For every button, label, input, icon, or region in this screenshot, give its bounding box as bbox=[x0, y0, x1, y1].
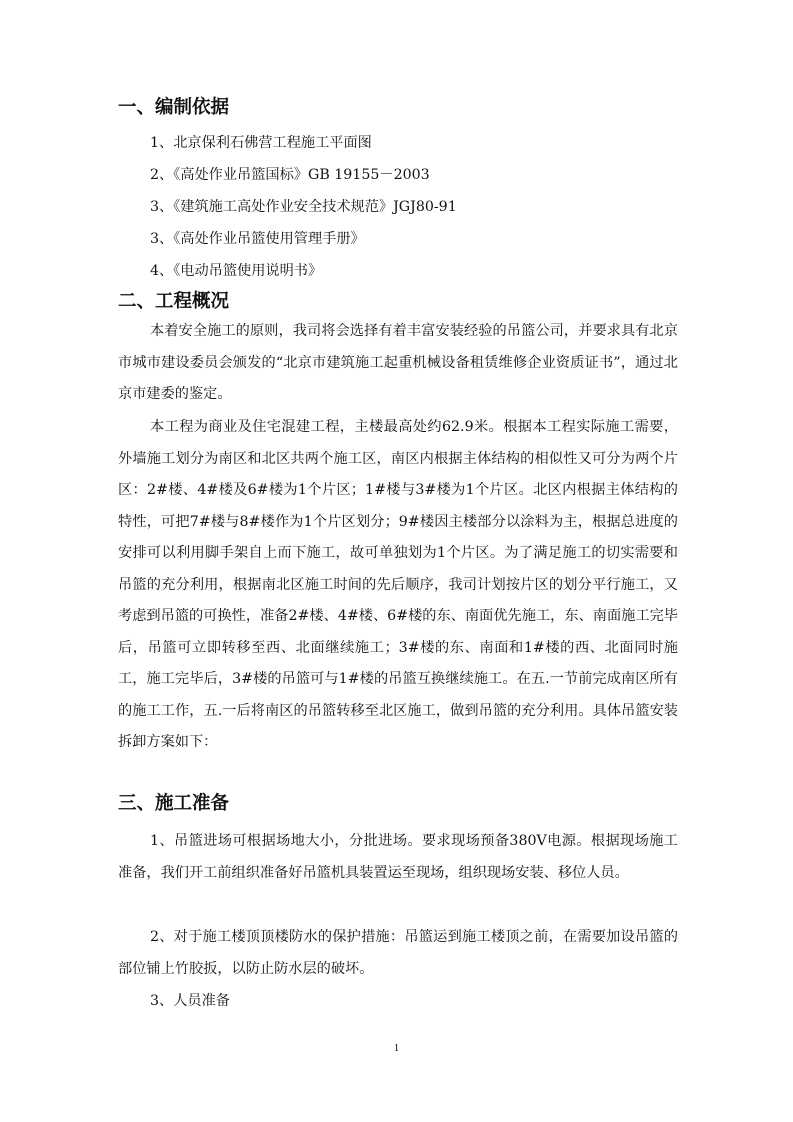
section-heading-preparation: 三、施工准备 bbox=[118, 793, 230, 814]
paragraph: 本工程为商业及住宅混建工程，主楼最高处约62.9米。根据本工程实际施工需要，外墙施工划分为南区和北区共两个施工区，南区内根据主体结构的相似性又可分为两个片区：2#楼、4#楼及6#楼为1个片区；1#楼与3#楼为1个片区。北区内根据主体结构的特性，可把7#楼与8#楼作为1个片区划分；9#楼因主楼部分以涂料为主，根据总进度的安排可以利用脚手架自上而下施工，故可单独划为1个片区。为了满足施工的切实需要和吊篮的充分利用，根据南北区施工时间的先后顺序，我司计划按片区的划分平行施工，又考虑到吊篮的可换性，准备2#楼、4#楼、6#楼的东、南面优先施工，东、南面施工完毕后，吊篮可立即转移至西、北面继续施工；3#楼的东、南面和1#楼的西、北面同时施工，施工完毕后，3#楼的吊篮可与1#楼的吊篮互换继续施工。在五.一节前完成南区所有的施工工作，五.一后将南区的吊篮转移至北区施工，做到吊篮的充分利用。具体吊篮安装拆卸方案如下： bbox=[118, 419, 678, 750]
section-heading-basis: 一、编制依据 bbox=[118, 97, 230, 118]
list-item: 3、《高处作业吊篮使用管理手册》 bbox=[150, 231, 365, 247]
section-heading-overview: 二、工程概况 bbox=[118, 291, 230, 312]
paragraph: 1、吊篮进场可根据场地大小，分批进场。要求现场预备380V电源。根据现场施工准备，我们开工前组织准备好吊篮机具装置运至现场，组织现场安装、移位人员。 bbox=[118, 833, 678, 881]
list-item: 2、《高处作业吊篮国标》GB 19155－2003 bbox=[150, 167, 430, 183]
paragraph: 3、人员准备 bbox=[150, 993, 230, 1009]
list-item: 3、《建筑施工高处作业安全技术规范》JGJ80-91 bbox=[150, 199, 457, 215]
page-number: 1 bbox=[393, 1042, 400, 1054]
paragraph: 本着安全施工的原则，我司将会选择有着丰富安装经验的吊篮公司，并要求具有北京市城市建设委员会颁发的“北京市建筑施工起重机械设备租赁维修企业资质证书”，通过北京市建委的鉴定。 bbox=[118, 323, 678, 402]
paragraph: 2、对于施工楼顶顶楼防水的保护措施：吊篮运到施工楼顶之前，在需要加设吊篮的部位铺上竹胶扳，以防止防水层的破坏。 bbox=[118, 929, 678, 977]
list-item: 1、北京保利石佛营工程施工平面图 bbox=[150, 135, 372, 151]
list-item: 4、《电动吊篮使用说明书》 bbox=[150, 263, 323, 279]
